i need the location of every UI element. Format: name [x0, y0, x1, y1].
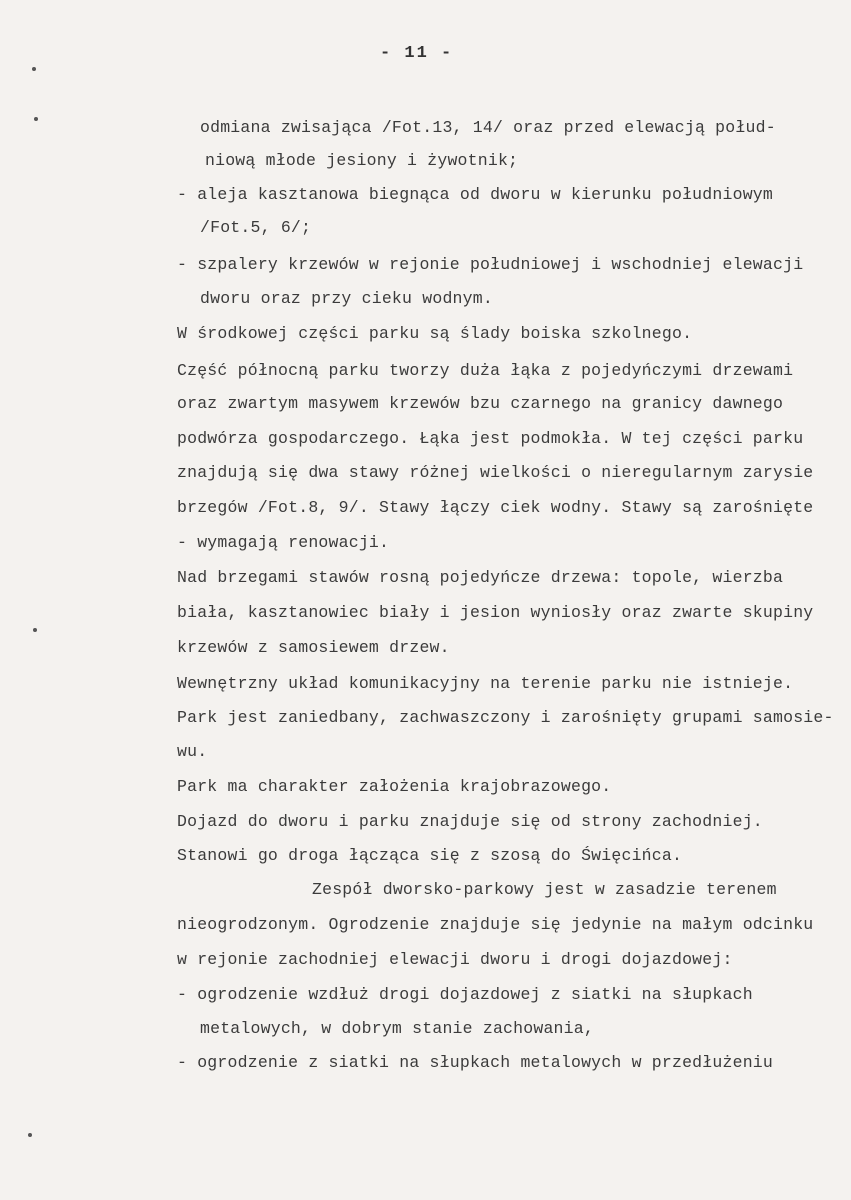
- text-line-26: - ogrodzenie wzdłuż drogi dojazdowej z siatki na słupkach: [177, 985, 753, 1004]
- text-line-17: Wewnętrzny układ komunikacyjny na terenie parku nie istnieje.: [177, 674, 794, 693]
- text-line-1: odmiana zwisająca /Fot.13, 14/ oraz przed elewacją połud-: [200, 118, 776, 137]
- page-number: - 11 -: [380, 44, 454, 63]
- margin-dot: [33, 628, 37, 632]
- text-line-11: znajdują się dwa stawy różnej wielkości o nieregularnym zarysie: [177, 463, 814, 482]
- text-line-22: Stanowi go droga łącząca się z szosą do Święcińca.: [177, 846, 683, 865]
- text-line-28: - ogrodzenie z siatki na słupkach metalowych w przedłużeniu: [177, 1053, 773, 1072]
- text-line-20: Park ma charakter założenia krajobrazowego.: [177, 777, 612, 796]
- text-line-3: - aleja kasztanowa biegnąca od dworu w kierunku południowym: [177, 185, 773, 204]
- text-line-21: Dojazd do dworu i parku znajduje się od strony zachodniej.: [177, 812, 763, 831]
- text-line-4: /Fot.5, 6/;: [200, 218, 312, 237]
- margin-dot: [34, 117, 38, 121]
- text-line-27: metalowych, w dobrym stanie zachowania,: [200, 1019, 594, 1038]
- text-line-14: Nad brzegami stawów rosną pojedyńcze drzewa: topole, wierzba: [177, 568, 784, 587]
- text-line-25: w rejonie zachodniej elewacji dworu i drogi dojazdowej:: [177, 950, 733, 969]
- margin-dot: [32, 67, 36, 71]
- text-line-2: niową młode jesiony i żywotnik;: [205, 151, 519, 170]
- text-line-6: dworu oraz przy cieku wodnym.: [200, 289, 493, 308]
- text-line-9: oraz zwartym masywem krzewów bzu czarnego na granicy dawnego: [177, 394, 784, 413]
- margin-dot: [28, 1133, 32, 1137]
- text-line-10: podwórza gospodarczego. Łąka jest podmokła. W tej części parku: [177, 429, 804, 448]
- text-line-15: biała, kasztanowiec biały i jesion wyniosły oraz zwarte skupiny: [177, 603, 814, 622]
- text-line-19: wu.: [177, 742, 208, 761]
- text-line-5: - szpalery krzewów w rejonie południowej i wschodniej elewacji: [177, 255, 804, 274]
- text-line-16: krzewów z samosiewem drzew.: [177, 638, 450, 657]
- text-line-23: Zespół dworsko-parkowy jest w zasadzie terenem: [312, 880, 777, 899]
- text-line-24: nieogrodzonym. Ogrodzenie znajduje się jedynie na małym odcinku: [177, 915, 814, 934]
- text-line-12: brzegów /Fot.8, 9/. Stawy łączy ciek wodny. Stawy są zarośnięte: [177, 498, 814, 517]
- text-line-18: Park jest zaniedbany, zachwaszczony i zarośnięty grupami samosie-: [177, 708, 834, 727]
- text-line-8: Część północną parku tworzy duża łąka z pojedyńczymi drzewami: [177, 361, 794, 380]
- text-line-7: W środkowej części parku są ślady boiska szkolnego.: [177, 324, 693, 343]
- text-line-13: - wymagają renowacji.: [177, 533, 390, 552]
